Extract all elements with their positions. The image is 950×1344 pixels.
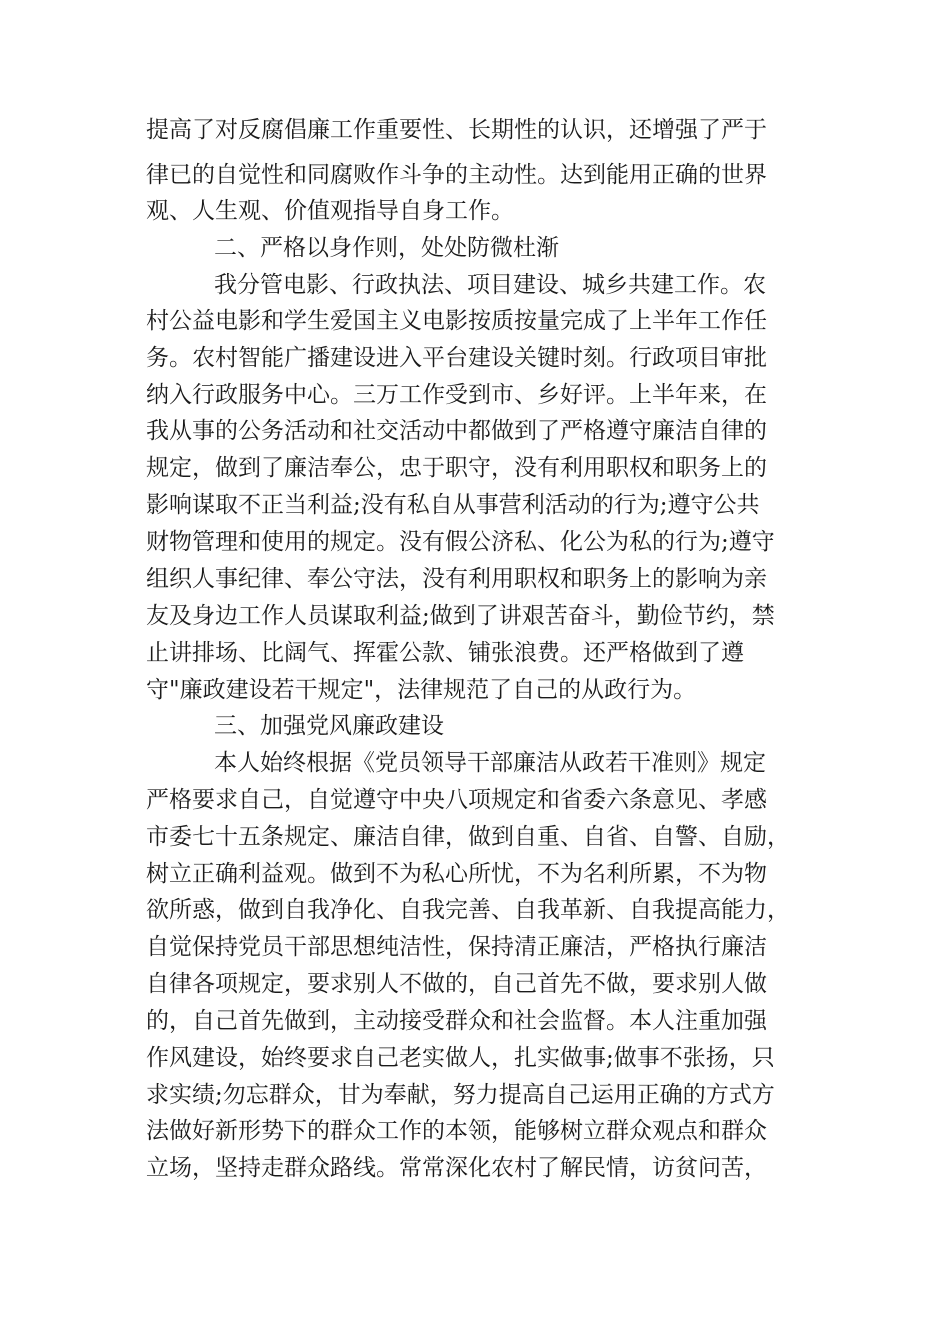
body-text-line: 纳入行政服务中心。三万工作受到市、乡好评。上半年来，在	[146, 382, 767, 408]
section-heading-3: 三、加强党风廉政建设	[214, 713, 444, 739]
body-text-line: 村公益电影和学生爱国主义电影按质按量完成了上半年工作任	[146, 308, 767, 334]
body-text-line: 自觉保持党员干部思想纯洁性，保持清正廉洁，严格执行廉洁	[146, 934, 767, 960]
body-text-line: 的，自己首先做到，主动接受群众和社会监督。本人注重加强	[146, 1008, 767, 1034]
body-text-line: 欲所惑，做到自我净化、自我完善、自我革新、自我提高能力，	[146, 897, 790, 923]
body-text-line: 律已的自觉性和同腐败作斗争的主动性。达到能用正确的世界	[146, 162, 767, 188]
body-text-line: 组织人事纪律、奉公守法，没有利用职权和职务上的影响为亲	[146, 566, 767, 592]
body-text-line: 求实绩;勿忘群众，甘为奉献，努力提高自己运用正确的方式方	[146, 1082, 775, 1108]
body-text-line: 立场，坚持走群众路线。常常深化农村了解民情，访贫问苦，	[146, 1155, 767, 1181]
body-text-line: 提高了对反腐倡廉工作重要性、长期性的认识，还增强了严于	[146, 117, 767, 143]
body-text-line: 作风建设，始终要求自己老实做人，扎实做事;做事不张扬，只	[146, 1045, 775, 1071]
body-text-line: 影响谋取不正当利益;没有私自从事营利活动的行为;遵守公共	[146, 492, 760, 518]
paragraph-start-line: 本人始终根据《党员领导干部廉洁从政若干准则》规定	[214, 750, 766, 776]
body-text-line: 我从事的公务活动和社交活动中都做到了严格遵守廉洁自律的	[146, 418, 767, 444]
body-text-line: 严格要求自己，自觉遵守中央八项规定和省委六条意见、孝感	[146, 787, 767, 813]
section-heading-2: 二、严格以身作则，处处防微杜渐	[214, 235, 559, 261]
body-text-line: 自律各项规定，要求别人不做的，自己首先不做，要求别人做	[146, 971, 767, 997]
body-text-line: 市委七十五条规定、廉洁自律，做到自重、自省、自警、自励，	[146, 824, 790, 850]
body-text-line: 法做好新形势下的群众工作的本领，能够树立群众观点和群众	[146, 1118, 767, 1144]
body-text-line: 观、人生观、价值观指导自身工作。	[146, 198, 514, 224]
body-text-line: 财物管理和使用的规定。没有假公济私、化公为私的行为;遵守	[146, 529, 775, 555]
paragraph-start-line: 我分管电影、行政执法、项目建设、城乡共建工作。农	[214, 272, 766, 298]
body-text-line: 友及身边工作人员谋取利益;做到了讲艰苦奋斗，勤俭节约，禁	[146, 603, 775, 629]
body-text-line: 务。农村智能广播建设进入平台建设关键时刻。行政项目审批	[146, 345, 767, 371]
body-text-line: 规定，做到了廉洁奉公，忠于职守，没有利用职权和职务上的	[146, 455, 767, 481]
body-text-line: 守"廉政建设若干规定"，法律规范了自己的从政行为。	[146, 677, 697, 703]
body-text-line: 树立正确利益观。做到不为私心所忧，不为名利所累，不为物	[146, 861, 767, 887]
body-text-line: 止讲排场、比阔气、挥霍公款、铺张浪费。还严格做到了遵	[146, 640, 744, 666]
